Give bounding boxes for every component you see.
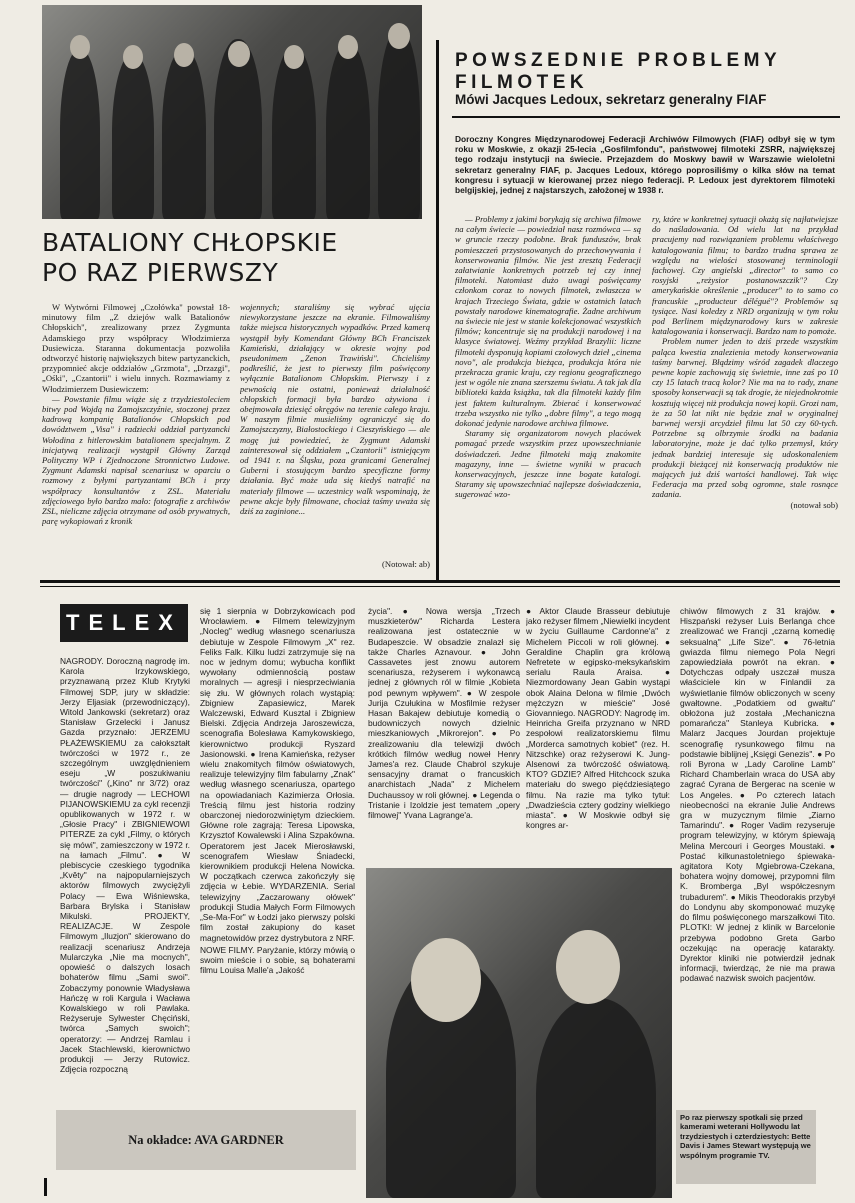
article-column-1: W Wytwórni Filmowej „Czołówka" powstał 18-minutowy film „Z dziejów walk Batalionów Chłopskich", zrealizowany przez Zygmunta Adamskiego przy współpracy Włodzimierza Dusiewicza. Staranna dokumentacja pozwoliła odtworzyć historię największych bitew partyzanckich, przypomnieć akcje oddziałów „Grzmota", „Drzazgi", „Ośki", „Czantorii" i wielu innych. Rozmawiamy z Włodzimierzem Dusiewiczem: — Powstanie filmu wiąże się z trzydziestoleciem bitwy pod Wojdą na Zamojszczyźnie, stoczonej przez kadrową kompanię Batalionów Chłopskich pod dowództwem „Visa" i radziecki oddział partyzancki Wołodina z hitlerowskim batalionem specjalnym. Z inicjatywą realizacji wystąpił Główny Zarząd Polityczny WP i Zjednoczone Stronnictwo Ludowe. Zygmunt Adamski napisał scenariusz w oparciu o rozmowy z byłymi partyzantami BCh i przy współpracy konsultantów z ZSL. Materiału zdjęciowego było bardzo mało: fotografie z archiwów ZSL, nieliczne zdjęcia otrzymane od osób prywatnych, parę wykopiowań z kronik [42, 302, 230, 527]
telex-column-3: życia". ● Nowa wersja „Trzech muszkieterów" Richarda Lestera realizowana jest ostatecznie w Budapeszcie. W obsadzie znalazł się także Charles Aznavour. ● John Cassavetes jest znowu autorem scenariusza, reżyserem i wykonawcą jednej z głównych ról w filmie „Kobieta pod pewnym wpływem". ● W zespole Jurija Czułukina w Mosfilmie reżyser Hasan Bakajew debiutuje komedią o budowniczych nowych dzielnic mieszkaniowych „Mikrorejon". ● Po zrealizowaniu dla telewizji dwóch krótkich filmów według noweł Henry James'a rez. Claude Chabrol szykuje sensacyjny dramat o francuskich anarchistach „Nada" z Michelem Duchaussoy w roli głównej. ● Legenda o Tristanie i Izoldzie jest tematem „opery filmowej" Yvana Lagrange'a. [368, 606, 520, 821]
page-edge-mark [44, 1178, 47, 1196]
column-divider [436, 40, 439, 580]
group-photo [42, 5, 422, 219]
telex-column-1: NAGRODY. Doroczną nagrodę im. Karola Irzykowskiego, przyznawaną przez Klub Krytyki Filmowej SDP, jury w składzie: Jerzy Eljasiak (przewodniczący), Witold Jankowski (sekretarz) oraz Stanisław Grzelecki i Janusz Gazda przyznało: JERZEMU PŁAŻEWSKIEMU za całokształt twórczości w 1972 r., ze szczególnym uwzględnieniem eseju „W poszukiwaniu twórczości" („Kino" nr 3/72) oraz — drugie nagrody — LECHOWI PIJANOWSKIEMU za cykl recenzji opublikowanych w 1972 r. w „Głosie Pracy" i ZBIGNIEWOWI PITERZE za cykl „Filmy, o których się mówi", zamieszczony w 1972 r. na łamach „Filmu". ● W plebiscycie czeskiego tygodnika „Květy" na najpopularniejszych aktorów filmowych zwyciężyli Polacy — Ewa Wiśniewska, Barbara Brylska i Stanisław Mikulski. PROJEKTY, REALIZACJE. W Zespole Filmowym „Iluzjon" skierowano do realizacji scenariusz Andrzeja Mularczyka „Nie ma mocnych", opowieść o dalszych losach bohaterów filmu „Sami swoi". Zobaczymy ponownie Władysława Hańczę w roli Kargula i Wacława Kowalskiego w roli Pawlaka. Reżyseruje Sylwester Chęciński, twórca „Samych swoich"; operatorzy: — Andrzej Ramlau i Jacek Stachlewski, kierownictwo produkcji — Jerzy Rutowicz. Zdjęcia rozpoczną [60, 656, 190, 1075]
cover-note: Na okładce: AVA GARDNER [128, 1132, 284, 1147]
subtitle-rule [452, 116, 840, 118]
right-article-subtitle: Mówi Jacques Ledoux, sekretarz generalny FIAF [455, 92, 767, 107]
article-signature: (Notował: ab) [382, 559, 430, 569]
photo-caption: Po raz pierwszy spotkali się przed kamerami weterani Hollywodu lat trzydziestych i czterdziestych: Bette Davis i James Stewart występują we wspólnym programie TV. [676, 1110, 816, 1184]
right-article-title: POWSZEDNIE PROBLEMY FILMOTEK [455, 50, 781, 93]
telex-column-5: chiwów filmowych z 31 krajów. ● Hiszpański reżyser Luis Berlanga chce zrealizować we Francji „czarną komedię seksualną" „Life Size". ● 76-letnia gwiazda filmu niemego Pola Negri zapowiedziała powrót na ekran. ● Dotychczas odpały uszczał musza właściciele kin w Finlandii za wyświetlanie filmów obliczonych w sceny gwałtowne. „Podatkiem od gwałtu" obłożona już została „Mechaniczna pomarańcza" Stanleya Kubricka. ● Malarz Jacques Jourdan projektuje scenografię rysunkowego filmu na podstawie biblijnej „Księgi Genezis". ● Po roli Byrona w „Lady Caroline Lamb" Richard Chamberlain wraca do USA aby zagrać Cyrana de Bergerac na scenie w Los Angeles. ● Po czterech latach nieobecności na ekranie Julie Andrews gra w muzycznym filmie „Ziarno Tamarindu". ● Roger Vadim rezyseruje program telewizyjny, w którym śpiewają Melina Mercouri i Georges Moustaki. ● Postać kilkunastoletniego śpiewaka-agitatora Koty Mgiebrowa-Czekana, bohatera wojny domowej, przypomni film K. Bromberga „Byl współczesnym trubadurem". ● Mikis Theodorakis przybył do Londynu aby skomponować muzykę do filmu poświęconego marszałkowi Tito. PLOTKI: W jednej z klinik w Barcelonie przebywa podobno Greta Garbo oczekując na operację katarakty. Dyrektor kliniki nie potwierdził jednak informacji, twierdząc, że nie ma prawa podawać nazwisk swoich pacjentów. [680, 606, 835, 984]
right-article-column-1: — Problemy z jakimi borykają się archiwa filmowe na całym świecie — powiedział nasz rozmówca — są w gruncie rzeczy podobne. Brak funduszów, brak pomieszczeń przystosowanych do przechowywania i konserwowania filmów. Nie jest zresztą Federacji załatwianie konkretnych potrzeb tej czy innej filmoteki. Natomiast dużo uwagi poświęcamy członkom coraz to nowych filmotek, zwłaszcza w krajach Trzeciego Świata, gdzie w ostatnich latach powstały narodowe kinematografie. Żadne archiwum na świecie nie jest w stanie kolekcjonować wszystkich filmów; koncentruje się na produkcji narodowej i na klasyce światowej. Weźmy przykład Brazylii: liczne filmoteki dysponują kopiami czołowych dzieł „cinema novo", ale produkcja bieżąca, produkcja która nie przekracza granic kraju, czy regionu geograficznego jest w ogóle nie znana szerszemu światu. A tak jak dla biblioteki każda książka, tak dla filmoteki każdy film jest faktem kulturalnym. Zbierać i konserwować trzeba wszystko nie tylko „dobre filmy", a tego mogą dokonać jedynie narodowe archiwa filmowe. Staramy się organizatorom nowych placówek pomagać przede wszystkim przez upowszechnianie doświadczeń. Jedne filmoteki mają znakomite magazyny, inne — świetne wyniki w pracach konserwacyjnych, jeszcze inne bogate katalogi. Staramy się upowszechniać najlepsze doświadczenia, sugerować wzo- [455, 214, 641, 500]
tv-program-photo [366, 868, 672, 1198]
article-column-2: wojennych; staraliśmy się wybrać ujęcia niewykorzystane jeszcze na ekranie. Filmowaliśmy także miejsca historycznych wypadków. Przed kamerą wystąpił były Komendant Główny BCh Franciszek Kamieński, działający w okresie wojny pod pseudonimem „Zenon Trawiński". Chcieliśmy podkreślić, że jest to pierwszy film poświęcony wyłącznie Batalionom Chłopskim. Pierwszy i z pewnością nie ostatni, ponieważ działalność chłopskich formacji była bardzo ożywiona i obejmowała dziesięć okręgów na terenie całego kraju. W naszym filmie musieliśmy ograniczyć się do Zamojszczyzny, Białostockiego i Cieszyńskiego — ale mogę już powiedzieć, że Zygmunt Adamski zainteresował się oddziałem „Czantorii" istniejącym od 1941 r. na Śląsku, poza granicami Generalnej Guberni i stosującym bardzo specyficzne formy działania. Być może uda się kiedyś natrafić na materiały filmowe — uczestnicy walk wspominają, że pewne akcje były filmowane, chociaż taśmy uważa się dziś za zaginione... [240, 302, 430, 517]
telex-label: TELEX [60, 604, 188, 642]
right-article-lead: Doroczny Kongres Międzynarodowej Federacji Archiwów Filmowych (FIAF) odbył się w tym roku w Moskwie, z okazji 25-lecia „Gosfilmfondu", państwowej filmoteki ZSRR, największej tego rodzaju instytucji na świecie. Przejazdem do Moskwy bawił w Warszawie wieloletni sekretarz generalny FIAF, p. Jacques Ledoux, którego poprosiliśmy o kilka słów na temat kongresu i sytuacji w kierowanej przez niego federacji. P. Ledoux jest dyrektorem filmoteki belgijskiej, jednej z najstarszych, założonej w 1938 r. [455, 134, 835, 196]
section-rule [40, 580, 840, 583]
cover-note-box [56, 1110, 356, 1170]
section-rule-thin [40, 586, 840, 587]
telex-column-4: ● Aktor Claude Brasseur debiutuje jako reżyser filmem „Niewielki incydent w życiu Guillaume Cardonne'a" z Michelem Piccoli w roli głównej. ● Geraldine Chaplin gra królową Nefretete w egipsko-meksykańskim serialu Raula Araisa. ● Niezmordowany Jean Gabin wystąpi obok Alaina Delona w filmie „Dwóch mężczyzn w mieście" José Giovanniego. NAGRODY: Nagrodę im. Heinricha Greifa przyznano w NRD zespołowi realizatorskiemu filmu „Morderca samotnych kobiet" (rez. H. Nitzschke) oraz reżyserowi K. Jung-Alsenowi za twórczość oświatową. KTO? GDZIE? Alfred Hitchcock szuka materiału do swego pięćdziesiątego filmu. Na razie ma tylko tytuł: „Dwadzieścia cztery godziny wielkiego miasta". ● W Moskwie odbył się kongres ar- [526, 606, 670, 831]
telex-column-2: się 1 sierpnia w Dobrzykowicach pod Wrocławiem. ● Filmem telewizyjnym „Nocleg" według własnego scenariusza debiutuje w Zespole Filmowym „X" rez. Feliks Falk. Kilku ludzi zatrzymuje się na noc w jednym domu; wybucha konflikt wywołany odmiennością postaw moralnych — agresji i niesprzeciwiania się złu. W głównych rolach wystąpią: Zbigniew Zapasiewicz, Marek Walczewski, Edward Kusztal i Zbigniew Bielski. Zdjęcia Andrzeja Jaroszewicza, scenografia Bolesława Kamykowskiego, kierownictwo produkcji Ryszard Jasionowski. ● Irena Kamieńska, reżyser wielu znakomitych filmów oświatowych, realizuje telewizyjny film fabularny „Znak" według własnego scenariusza, opartego na opowiadaniach Kazimierza Orłosia. Treścią filmu jest historia rodziny obarczonej niedorozwiniętym dzieckiem. Główne role zagrają: Teresa Lipowska, Krzysztof Kowalewski i Alina Szpakówna. Operatorem jest Jacek Mierosławski, scenografem Wiesław Śniadecki, kierownikiem produkcji Helena Nowicka. W początkach czerwca zakończyły się zdjęcia w Łebie. WYDARZENIA. Serial telewizyjny „Zaczarowany ołówek" produkcji Studia Małych Form Filmowych „Se-Ma-For" w Łodzi jako pierwszy polski film został zakupiony do kaset magnetowidów przez dystrybutora z NRF. NOWE FILMY. Paryżanie, którzy mówią o swoim mieście i o sobie, są bohaterami filmu Louisa Malle'a „Jakość [200, 606, 355, 976]
right-article-column-2: ry, które w konkretnej sytuacji okażą się najłatwiejsze do naśladowania. Od wielu lat na przykład pracujemy nad rozwiązaniem problemu właściwego katalogowania filmu; to bardzo trudna sprawa ze względu na wielości stosowanej terminologii fachowej. Czy angielski „director" to samo co rosyjski „reżysior postanowszczik"? Czy amerykańskie określenie „producer" to to samo co francuskie „producteur délégué"? Problemów są tysiące. Nasi koledzy z NRD organizują w tym roku pod Berlinem międzynarodowy kurs w zakresie katalogowania i konserwacji. Bardzo nam to pomoże. Problem numer jeden to dziś przede wszystkim paląca kwestia znalezienia metody konserwowania taśmy barwnej. Błądzimy wśród zagadek dlaczego pewne kopie zachowują się świetnie, inne zaś po 10 czy 15 latach tracą kolor? Nie ma na to rady, znane sposoby konserwacji są tak drogie, że niejednokrotnie kosztują więcej niż produkcja nowej kopii. Grozi nam, że za 50 lat nikt nie będzie znał w oryginalnej barwnej wersji arcydzieł filmu lat 50 czy 60-tych. Potrzebne są olbrzymie środki na badania laboratoryjne, może je dać tylko przemysł, który jednak bardziej interesuje się udoskonaleniem produkcji bieżącej niż konserwacją produktów nie mających już dziś wartości handlowej. Tak więc Federacja ma przed sobą ogromne, stale rosnące zadania. (notował sob) [652, 214, 838, 510]
article-title: BATALIONY CHŁOPSKIE PO RAZ PIERWSZY [42, 228, 338, 287]
